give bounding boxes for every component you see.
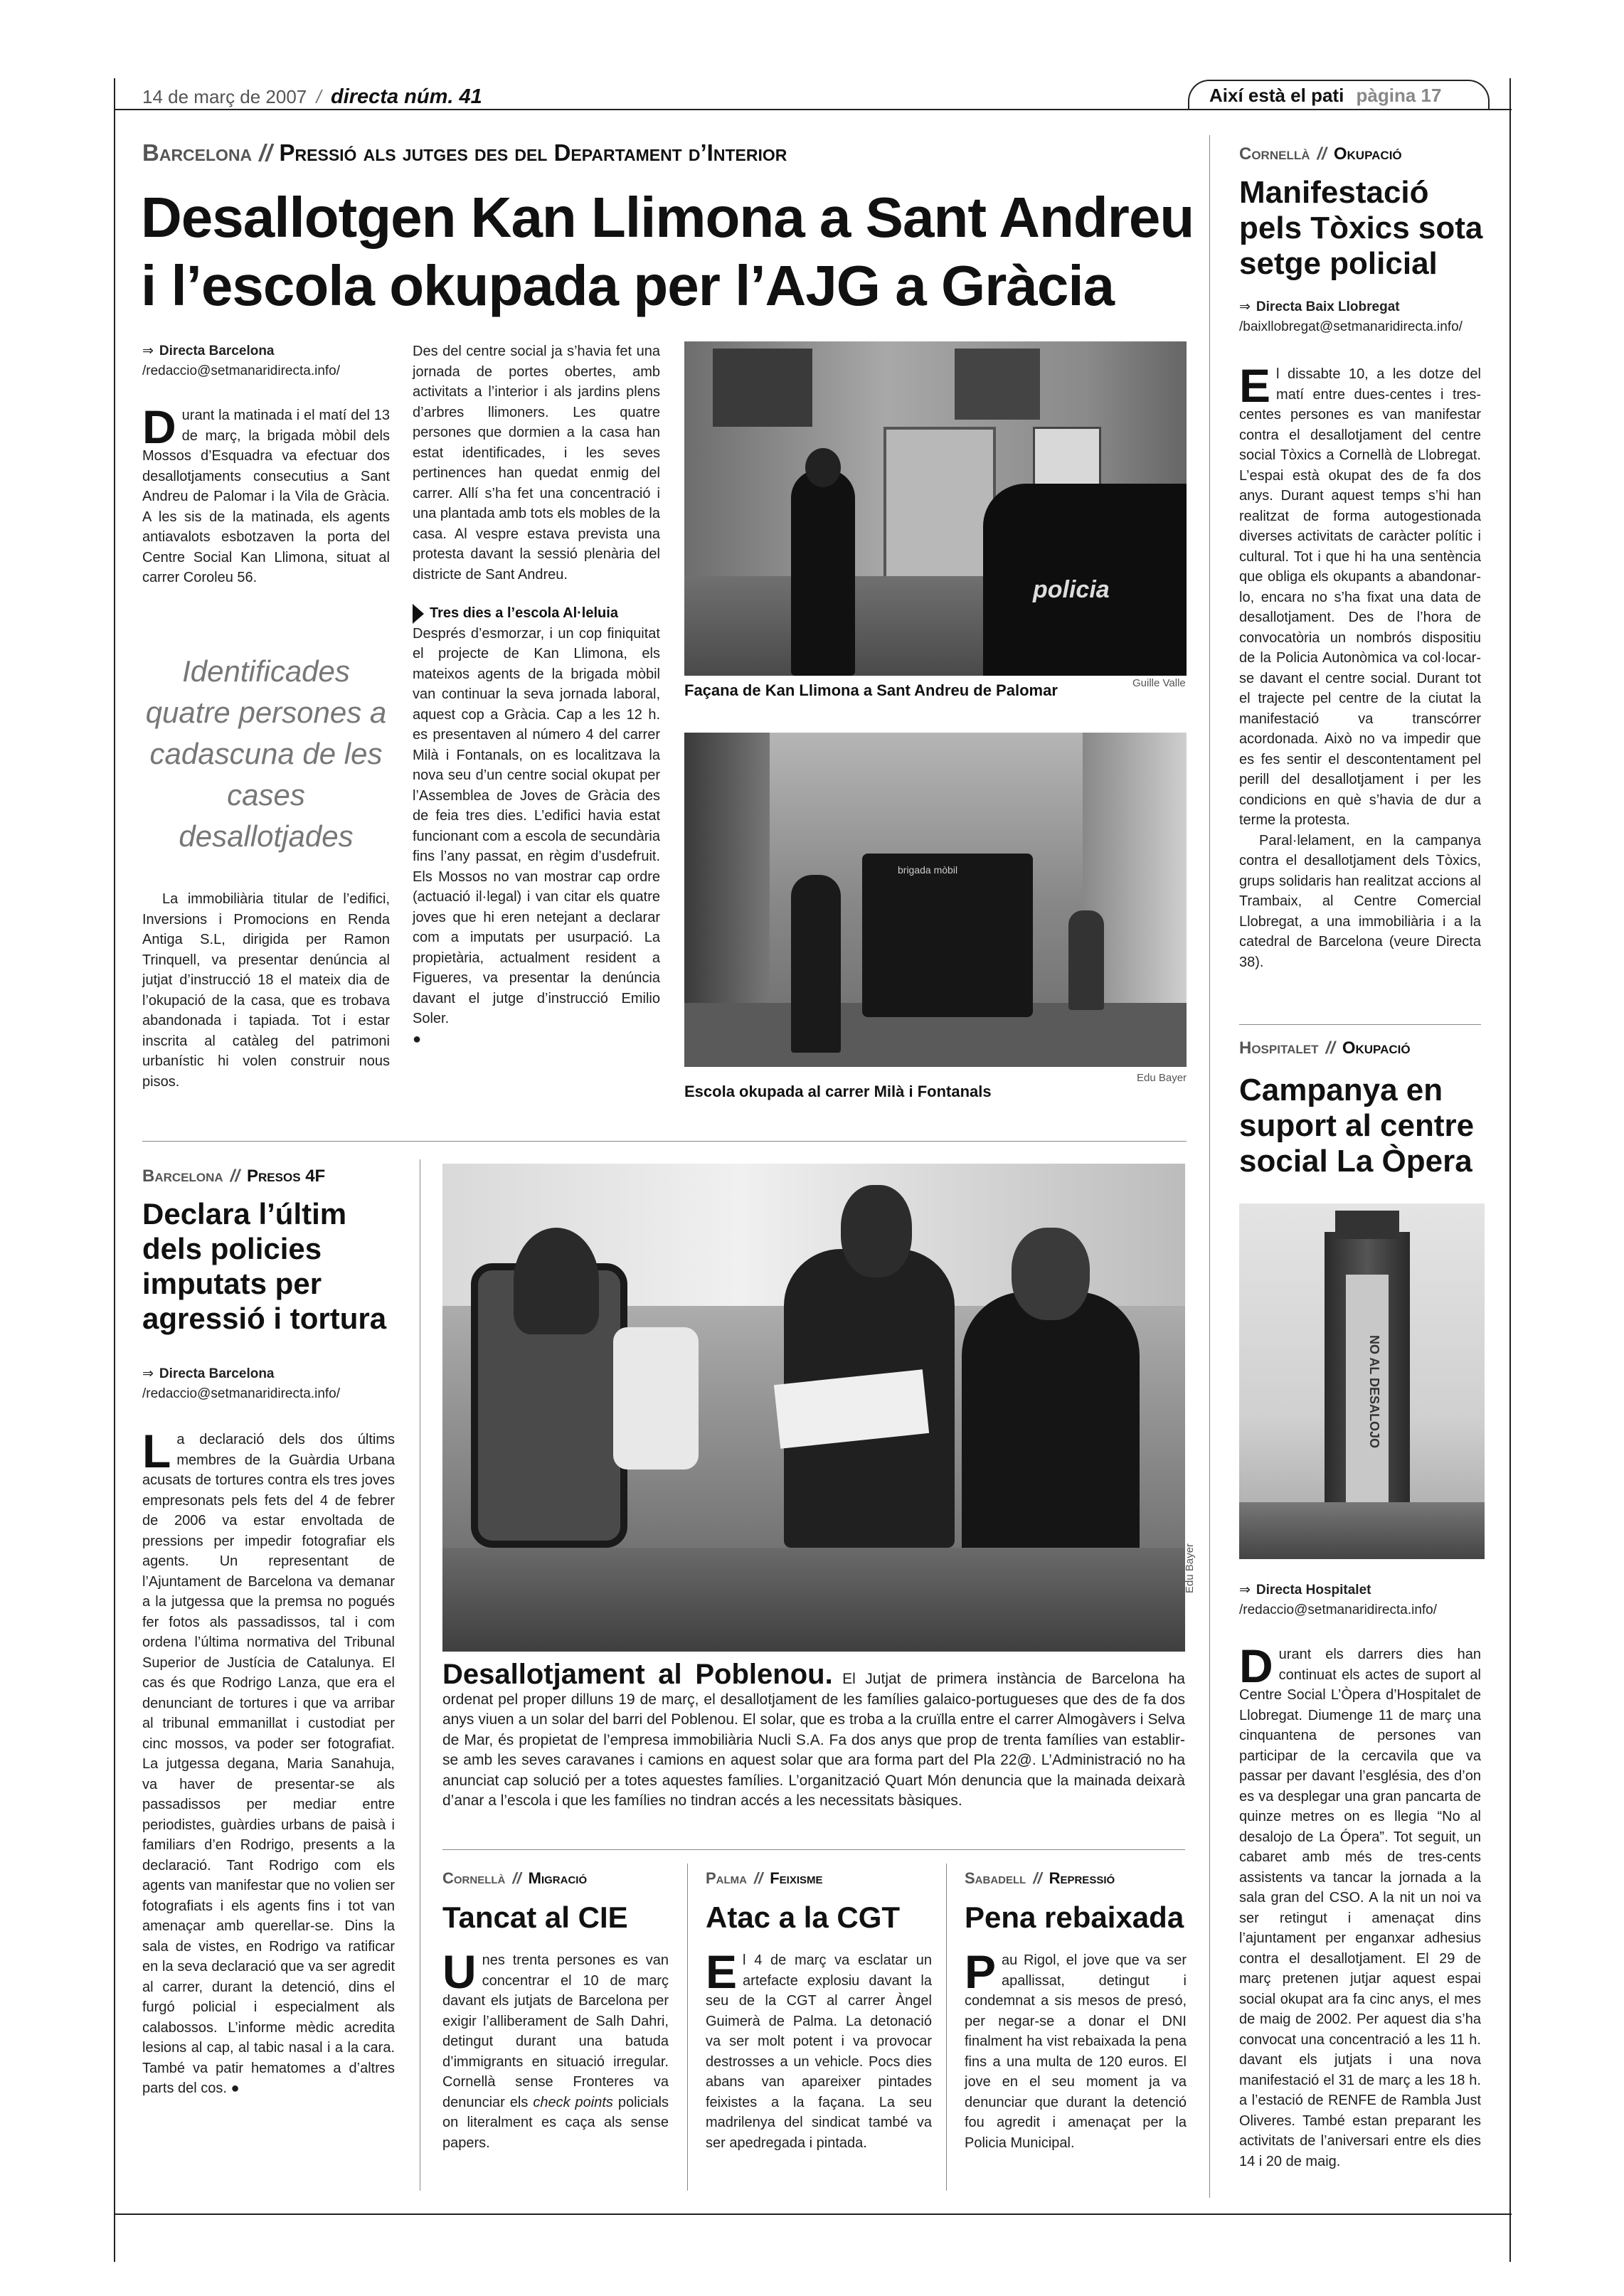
- cie-topic: Migració: [528, 1869, 588, 1887]
- cornella-okupacio-byline-email: /baixllobregat@setmanaridirecta.info/: [1239, 319, 1463, 334]
- presos-place: Barcelona: [142, 1166, 223, 1186]
- main-kicker-sep: //: [259, 139, 272, 166]
- cie-headline: Tancat al CIE: [442, 1901, 628, 1934]
- sabadell-drop-cap: P: [965, 1945, 997, 1998]
- hospitalet-kicker: [1239, 1038, 1411, 1058]
- sabadell-text: [965, 1945, 1187, 2153]
- left-margin-rule: [114, 78, 115, 2262]
- main-paragraph-3: Des del centre social ja s’havia fet una jornada de portes obertes, amb activitats a l’interior i als jardins plens d’arbres llimoners. Les quatre persones que dormien a la casa han estat identificades, i les seves pertinences han quedat enmig del carrer. Allí s’ha fet una concentració i una plantada amb tots els mobles de la casa. Al vespre estava prevista una protesta davant la sessió plenària del districte de Sant Andreu.: [413, 344, 660, 583]
- photo2-caption: Escola okupada al carrer Milà i Fontanals: [684, 1083, 992, 1100]
- hospitalet-text: [1239, 1639, 1481, 2172]
- hospitalet-topic: Okupació: [1342, 1038, 1411, 1058]
- presos-kicker: [142, 1166, 325, 1186]
- cornella-okupacio-headline: Manifestació pels Tòxics sota setge policial: [1239, 175, 1483, 281]
- main-headline-line2: i l’escola okupada per l’AJG a Gràcia: [141, 254, 1115, 317]
- subhead-triangle-icon: [413, 604, 424, 624]
- hospitalet-headline: Campanya en suport al centre social La Òpera: [1239, 1073, 1475, 1179]
- cornella-okupacio-topic: Okupació: [1333, 144, 1402, 164]
- cornella-okupacio-text: [1239, 359, 1481, 972]
- cornella-okupacio-place: Cornellà: [1239, 144, 1310, 164]
- photo-escola-okupada: [684, 733, 1187, 1067]
- hospitalet-place: Hospitalet: [1239, 1038, 1319, 1058]
- right-column-section-divider: [1239, 1024, 1481, 1025]
- main-kicker-place: Barcelona: [142, 139, 253, 166]
- main-kicker-topic: Pressió als jutges des del Departament d’Interior: [279, 139, 787, 166]
- presos-end-mark: ●: [230, 2080, 240, 2096]
- cie-place: Cornellà: [442, 1869, 506, 1887]
- briefs-divider-2: [946, 1864, 947, 2191]
- sabadell-topic: Repressió: [1049, 1869, 1115, 1887]
- cie-drop-cap: U: [442, 1945, 477, 1998]
- page-number: pàgina 17: [1356, 85, 1442, 106]
- hospitalet-byline: [1239, 1580, 1495, 1620]
- byline-arrow-icon: ⇒: [1239, 1583, 1251, 1598]
- main-byline-email: /redaccio@setmanaridirecta.info/: [142, 363, 341, 378]
- cornella-okupacio-sep: //: [1317, 144, 1327, 164]
- poblenou-ground: [442, 1548, 1185, 1652]
- presos-sep: //: [230, 1166, 240, 1186]
- main-paragraph-4: Després d’esmorzar, i un cop finiquitat el projecte de Kan Llimona, els mateixos agents de la brigada mòbil van continuar la seva jornada laboral, aquest cop a Gràcia. Cap a les 12 h. es presentaven al número 4 del carrer Milà i Fontanals, on es localitzava la nova seu d’un centre social okupat per l’Assemblea de Joves de Gràcia des de feia tres dies. L’edifici havia estat funcionant com a escola de secundària fins l’any passat, en règim d’usdefruit. Els Mossos no van mostrar cap ordre (actuació il·legal) i van citar els quatre joves que hi eren netejant a declarar com a imputats per usurpació. La propietària, actualment resident a Figueres, va presentar la denúncia davant el jutge d’instrucció Emilio Soler.: [413, 625, 660, 1027]
- sabadell-kicker: [965, 1869, 1115, 1888]
- photo1-credit: Guille Valle: [1132, 677, 1186, 689]
- main-paragraph-1: urant la matinada i el matí del 13 de març, la brigada mòbil dels Mossos d’Esquadra va efectuar dos desallotjaments consecutius a Sant Andreu de Palomar i la Vila de Gràcia. A les sis de la matinada, els agents antiavalots esbotzaven la porta del Centre Social Kan Llimona, situat al carrer Coroleu 56.: [142, 408, 390, 585]
- photo1-officer: [791, 469, 855, 676]
- main-pull-quote: Identificades quatre persones a cadascuna de les cases desallotjades: [145, 654, 387, 853]
- cgt-drop-cap: E: [706, 1945, 738, 1998]
- cie-paragraph-emphasis: check points: [533, 2094, 613, 2110]
- photo2-van: [862, 854, 1033, 1017]
- photo1-officer-head: [805, 448, 841, 487]
- presos-byline-name: Directa Barcelona: [159, 1366, 275, 1381]
- main-headline: [141, 184, 1194, 320]
- main-drop-cap: D: [142, 400, 176, 453]
- poblenou-caption-text: El Jutjat de primera instància de Barcelona ha ordenat pel proper dilluns 19 de març, el desallotjament de les famílies galaico-portugueses que des de fa dos anys viuen a un solar del barri del Poblenou. El solar, que es troba a la cruïlla entre el carrer Almogàvers i Selva de Mar, és propietat de l’empresa immobiliària Nucli S.A. Fa dos anys que prop de trenta famílies van establir-se amb les seves caravanes i camions en aquest solar que ara forma part del Pla 22@. L’Administració no ha anunciat cap solució per a totes aquestes famílies. L’organització Quart Món denuncia que la mainada deixarà d’anar a l’escola i que les famílies no tindran accés a les necessitats bàsiques.: [442, 1671, 1185, 1809]
- photo1-window-right: [955, 349, 1040, 420]
- header-slash: /: [316, 86, 322, 107]
- main-col1-lower: [142, 889, 390, 1092]
- issue-date: 14 de març de 2007: [142, 86, 307, 107]
- section-name: Així està el pati: [1209, 85, 1344, 106]
- photo1-window-left: [713, 349, 812, 427]
- poblenou-caption: [442, 1659, 1185, 1812]
- presos-byline-email: /redaccio@setmanaridirecta.info/: [142, 1386, 341, 1401]
- presos-topic: Presos 4F: [247, 1166, 326, 1186]
- photo2-credit: Edu Bayer: [1137, 1072, 1187, 1084]
- sabadell-headline: Pena rebaixada: [965, 1901, 1184, 1934]
- cornella-okupacio-drop-cap: E: [1239, 359, 1271, 412]
- photo-poblenou-family: [442, 1164, 1185, 1652]
- right-column-divider: [1209, 135, 1210, 2198]
- cie-sep: //: [512, 1869, 521, 1887]
- hospitalet-byline-email: /redaccio@setmanaridirecta.info/: [1239, 1602, 1438, 1617]
- photo-la-opera-tower: [1239, 1203, 1485, 1559]
- tower-base: [1239, 1502, 1485, 1559]
- cgt-place: Palma: [706, 1869, 747, 1887]
- main-col1-text: [142, 400, 390, 588]
- main-paragraph-2: La immobiliària titular de l’edifici, Inversions i Promocions en Renda Antiga S.L, dirigida per Ramon Trinquell, va presentar denúncia al jutjat d’instrucció 18 el mateix dia de l’okupació de la casa, que es trobava abandonada i tapiada. Tot i estar inscrita al catàleg del patrimoni urbanístic hi volen construir nous pisos.: [142, 891, 390, 1090]
- main-kicker: [142, 139, 787, 166]
- poblenou-child: [514, 1228, 599, 1334]
- cie-text: [442, 1945, 669, 2153]
- cgt-kicker: [706, 1869, 823, 1888]
- poblenou-woman: [962, 1292, 1140, 1562]
- page-header-right: [1209, 85, 1441, 107]
- sabadell-place: Sabadell: [965, 1869, 1026, 1887]
- cornella-okupacio-paragraph-1: l dissabte 10, a les dotze del matí entre dues-centes i tres-centes persones es van manifestar contra el desallotjament del centre social Tòxics a Cornellà de Llobregat. L’espai està okupat des de fa dos anys. Durant aquest temps s’hi han realitzat de forma autogestionada diverses activitats de caràcter polític i cultural. Tot i que hi ha una sentència que obliga els okupants a abandonar-lo, encara no s’ha fixat una data de desallotjament. Des de l’hora de convocatòria un nombrós dispositiu de la Policia Autonòmica va col·locar-se davant el centre social. Durant tot el trajecte pel centre de la ciutat la manifestació va transcórrer acordonada. Això no va impedir que es fes sentir el descontentament pel perill del desallotjament i per les condicions en què s’havia de dur a terme la protesta.: [1239, 366, 1481, 828]
- byline-arrow-icon: ⇒: [1239, 299, 1251, 314]
- sabadell-paragraph-1: au Rigol, el jove que va ser apallissat, detingut i condemnat a sis mesos de presó, per negar-se a donar el DNI finalment ha vist rebaixada la pena fins a una multa de 120 euros. El jove en el seu moment ja va denunciar que durant la detenció fou agredit i amenaçat per la Policia Municipal.: [965, 1952, 1187, 2151]
- cornella-okupacio-byline: [1239, 297, 1495, 336]
- briefs-top-divider: [442, 1849, 1185, 1850]
- hospitalet-byline-name: Directa Hospitalet: [1256, 1583, 1371, 1598]
- cgt-text: [706, 1945, 932, 2153]
- publication-name: directa núm. 41: [330, 85, 482, 108]
- main-byline-name: Directa Barcelona: [159, 344, 275, 358]
- presos-drop-cap: L: [142, 1425, 171, 1477]
- poblenou-man-head: [841, 1185, 912, 1277]
- main-article-divider: [142, 1141, 1187, 1142]
- page-header-left: [142, 85, 482, 109]
- photo2-person-right: [1068, 910, 1104, 1010]
- cie-paragraph-after: policials on literalment es caça als sense papers.: [442, 2094, 669, 2151]
- main-subhead: Tres dies a l’escola Al·leluia: [430, 605, 618, 621]
- footer-rule: [114, 2213, 1512, 2215]
- byline-arrow-icon: ⇒: [142, 1366, 154, 1381]
- main-byline: [142, 341, 398, 381]
- cgt-paragraph-1: l 4 de març va esclatar un artefacte explosiu davant la seu de la CGT al carrer Àngel Guimerà de Palma. La detonació va ser molt potent i va provocar destrosses a un vehicle. Pocs dies abans van apareixer pintades feixistes a la façana. La seu madrilenya del sindicat també va ser apedregada i pintada.: [706, 1952, 932, 2151]
- cornella-okupacio-kicker: [1239, 144, 1402, 164]
- hospitalet-sep: //: [1325, 1038, 1335, 1058]
- hospitalet-drop-cap: D: [1239, 1639, 1273, 1692]
- photo2-officer: [791, 875, 841, 1053]
- photo2-van-sign: brigada mòbil: [898, 864, 958, 876]
- cgt-topic: Feixisme: [770, 1869, 823, 1887]
- main-end-mark: ●: [413, 1031, 422, 1047]
- poblenou-caption-title: Desallotjament al Poblenou.: [442, 1659, 833, 1690]
- presos-headline: Declara l’últim dels policies imputats per agressió i tortura: [142, 1197, 387, 1335]
- cgt-sep: //: [754, 1869, 763, 1887]
- tower-banner-text: NO AL DESALOJO: [1367, 1335, 1381, 1449]
- photo1-door: [883, 427, 996, 582]
- poblenou-woman-head: [1012, 1228, 1090, 1320]
- main-col2-text: [413, 341, 660, 1049]
- poblenou-blanket: [613, 1327, 699, 1469]
- cornella-okupacio-paragraph-2: Paral·lelament, en la campanya contra el desallotjament dels Tòxics, grups solidaris han realitzat accions al Trambaix, al Centre Comercial Llobregat, a una immobiliària i a la catedral de Barcelona (veure Directa 38).: [1239, 832, 1481, 970]
- cgt-headline: Atac a la CGT: [706, 1901, 901, 1934]
- presos-byline: [142, 1364, 398, 1403]
- byline-arrow-icon: ⇒: [142, 344, 154, 358]
- sabadell-sep: //: [1033, 1869, 1042, 1887]
- main-subhead-row: [413, 603, 660, 624]
- briefs-divider-1: [687, 1864, 688, 2191]
- hospitalet-paragraph-1: urant els darrers dies han continuat els actes de suport al Centre Social L’Òpera d’Hospitalet de Llobregat. Diumenge 11 de març una cinquantena de persones van participar de la cercavila que va passar per davant l’església, des d’on es va desplegar una gran pancarta de quinze metres on es llegia “No al desalojo de La Ópera”. Tot seguit, un cabaret amb més de tres-cents assistents va tancar la jornada a la sala gran del CSO. A la nit un noi va ser retingut i amenaçat dins l’ajuntament per enganxar adhesius contra el desallotjament. El 29 de març pretenen jutjar aquest espai social okupat ara fa cinc anys, el mes de maig de 2002. Per aquest dia s’ha convocat una concentració a les 11 h. davant els jutjats i una nova manifestació el 31 de març a les 18 h. a l’estació de RENFE de Rambla Just Oliveres. També estan preparant les activitats de l’aniversari entre els dies 14 i 20 de maig.: [1239, 1647, 1481, 2169]
- photo-kan-llimona: [684, 341, 1187, 676]
- right-margin-rule: [1509, 78, 1511, 2262]
- photo1-van-sign: policia: [1033, 576, 1110, 603]
- cie-paragraph-before: nes trenta persones es van concentrar el 10 de març davant els jutjats de Barcelona per exigir l’alliberament de Salh Dahri, detingut durant una batuda d’immigrants en situació irregular. Cornellà sense Fronteres va denunciar els: [442, 1952, 669, 2110]
- tower-top: [1335, 1211, 1399, 1239]
- presos-paragraph-1: a declaració dels dos últims membres de la Guàrdia Urbana acusats de tortures contra els tres joves empresonats pels fets del 4 de febrer de 2006 va estar envoltada de pressions per impedir fotografiar els agents. Un representant de l’Ajuntament de Barcelona va demanar a la jutgessa que la premsa no pogués fer fotos als passadissos, tal i com ordena l’última normativa del Tribunal Superior de Justícia de Catalunya. El cas és que Rodrigo Lanza, que era el denunciant de tortures i que va arribar al tribunal emmanillat i custodiat per cinc mossos, va poder ser fotografiat. La jutgessa degana, Maria Sanahuja, va haver de presentar-se als passadissos per mediar entre periodistes, guàrdies urbans de paisà i familiars d’en Rodrigo, presents a la declaració. Tant Rodrigo com els agents van manifestar que no volien ser fotografiats i els agents fins i tot van amenaçar amb querellar-se. Dins la sala de vistes, en Rodrigo va ratificar en la seva declaració que va ser agredit al carrer, durant la detenció, dins el furgó policial i especialment als calabossos. L’informe mèdic acredita lesions al cap, al tabic nasal i a la cara. També va patir hematomes a d’altres parts del cos.: [142, 1432, 395, 2096]
- presos-text: [142, 1425, 395, 2099]
- cornella-okupacio-byline-name: Directa Baix Llobregat: [1256, 299, 1400, 314]
- photo1-caption: Façana de Kan Llimona a Sant Andreu de Palomar: [684, 681, 1058, 699]
- poblenou-photo-credit: Edu Bayer: [1184, 1543, 1196, 1593]
- cie-kicker: [442, 1869, 587, 1888]
- main-headline-line1: Desallotgen Kan Llimona a Sant Andreu: [141, 186, 1194, 249]
